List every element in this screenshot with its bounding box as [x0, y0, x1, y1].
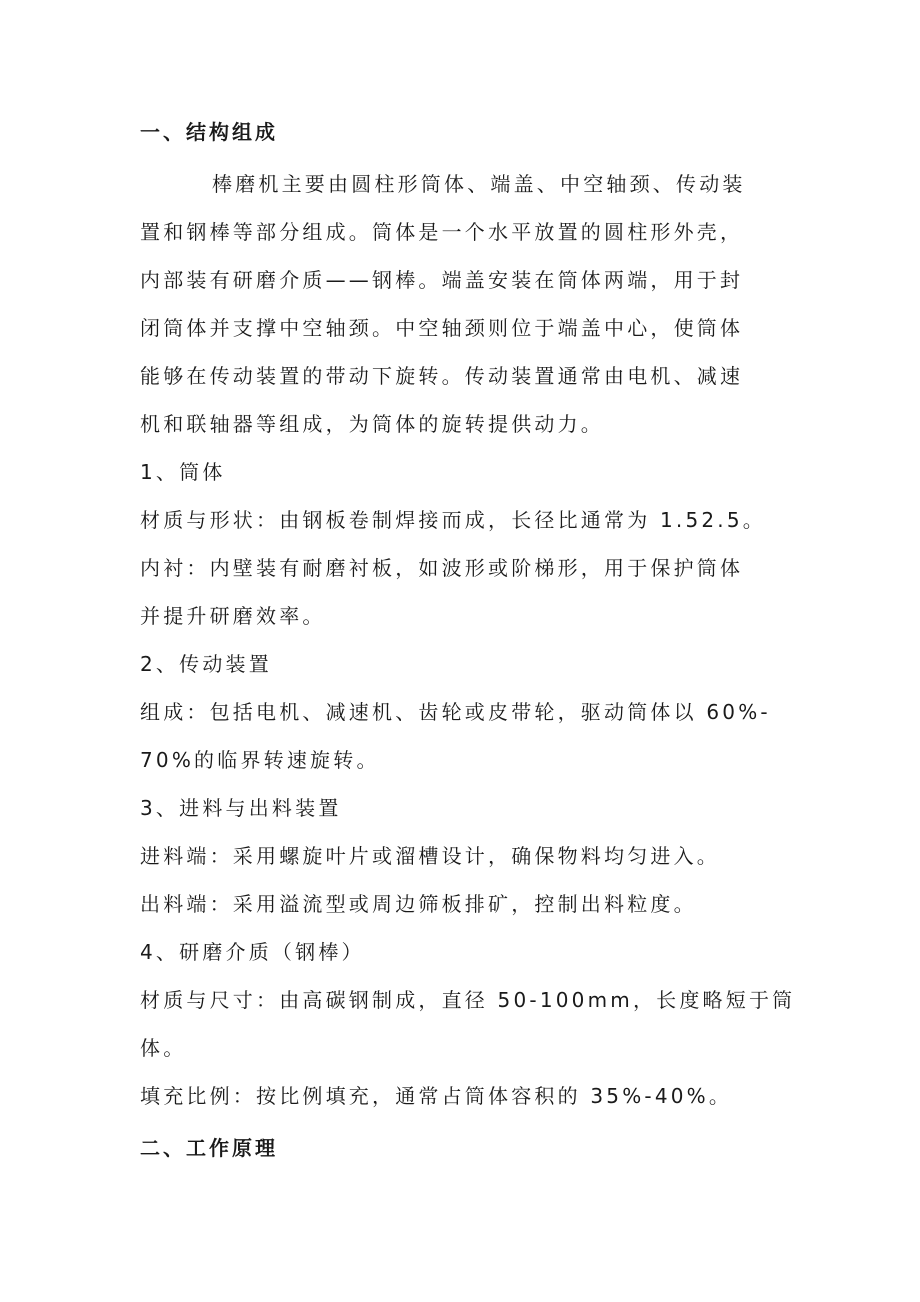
paragraph-line: 内部装有研磨介质——钢棒。端盖安装在筒体两端，用于封	[140, 268, 744, 292]
section-heading-structure: 一、结构组成	[140, 120, 278, 144]
paragraph-line: 出料端：采用溢流型或周边筛板排矿，控制出料粒度。	[140, 892, 697, 916]
subsection-title: 3、进料与出料装置	[140, 796, 342, 820]
paragraph-line: 填充比例：按比例填充，通常占筒体容积的 35%-40%。	[140, 1084, 733, 1108]
paragraph-line: 进料端：采用螺旋叶片或溜槽设计，确保物料均匀进入。	[140, 844, 720, 868]
paragraph-line: 机和联轴器等组成，为筒体的旋转提供动力。	[140, 412, 604, 436]
paragraph-line: 体。	[140, 1036, 187, 1060]
paragraph-line: 置和钢棒等部分组成。筒体是一个水平放置的圆柱形外壳，	[140, 220, 744, 244]
paragraph-line: 内衬：内壁装有耐磨衬板，如波形或阶梯形，用于保护筒体	[140, 556, 744, 580]
paragraph-line: 70%的临界转速旋转。	[140, 748, 380, 772]
subsection-title: 2、传动装置	[140, 652, 272, 676]
paragraph-line: 闭筒体并支撑中空轴颈。中空轴颈则位于端盖中心，使筒体	[140, 316, 744, 340]
subsection-title: 1、筒体	[140, 460, 226, 484]
paragraph-line: 组成：包括电机、减速机、齿轮或皮带轮，驱动筒体以 60%-	[140, 700, 771, 724]
paragraph-line: 并提升研磨效率。	[140, 604, 326, 628]
paragraph-line: 材质与尺寸：由高碳钢制成，直径 50-100mm，长度略短于筒	[140, 988, 796, 1012]
paragraph-line: 棒磨机主要由圆柱形筒体、端盖、中空轴颈、传动装	[212, 172, 746, 196]
paragraph-line: 材质与形状：由钢板卷制焊接而成，长径比通常为 1.52.5。	[140, 508, 766, 532]
section-heading-principle: 二、工作原理	[140, 1136, 278, 1160]
subsection-title: 4、研磨介质（钢棒）	[140, 940, 365, 964]
paragraph-line: 能够在传动装置的带动下旋转。传动装置通常由电机、减速	[140, 364, 744, 388]
